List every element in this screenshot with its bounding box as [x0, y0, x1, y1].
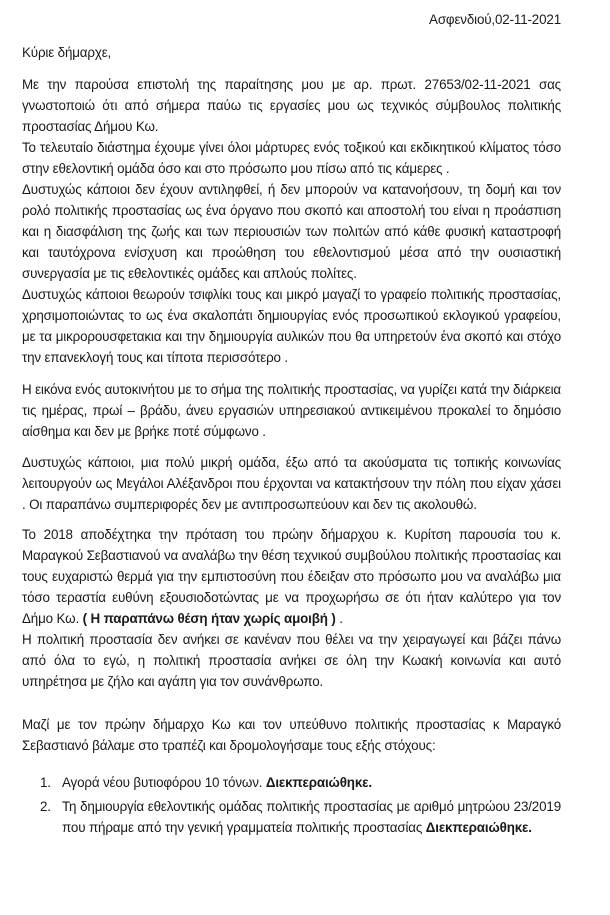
- goals-list: [22, 772, 561, 841]
- goal-text: Τη δημιουργία εθελοντικής ομάδας πολιτικής προστασίας με αριθμό μητρώου 23/2019 που πήραμε από την γενική γραμματεία πολιτικής προστασίας: [62, 799, 561, 835]
- appointment-text: Το 2018 αποδέχτηκα την πρόταση του πρώην δήμαρχου κ. Κυρίτση παρουσία του κ. Μαραγκού Σεβαστιανού να αναλάβω την θέση τεχνικού συμβούλου πολιτικής προστασίας και τους ευχαριστώ θερμά για την εμπιστοσύνη που έδειξαν στο πρόσωπο μου να αναλάβω μια τόσο τεραστία ευθύνη εξουσιοδοτώντας με να προχωρήσω σε ότι ήταν καλύτερο για τον Δήμο Κω.: [22, 527, 562, 626]
- goal-status: Διεκπεραιώθηκε.: [265, 775, 372, 790]
- paragraph-belongs-to-society: Η πολιτική προστασία δεν ανήκει σε κανέναν που θέλει να την χειραγωγεί και βάζει πάνω από όλα το εγώ, η πολιτική προστασία ανήκει σε όλη την Κωακή κοινωνία και αυτό υπηρέτησα με ζήλο και αγάπη για τον συνάνθρωπο.: [22, 632, 561, 689]
- paragraph-vehicle-image: Η εικόνα ενός αυτοκινήτου με το σήμα της πολιτικής προστασίας, να γυρίζει κατά την διάρκεια τις ημέρας, πρωί – βράδυ, άνευ εργασιών υπηρεσιακού αντικειμένου προκαλεί το δημόσιο αίσθημα και δεν με βρήκε ποτέ σύμφωνο .: [22, 382, 561, 439]
- paragraph-small-group: Δυστυχώς κάποιοι, μια πολύ μικρή ομάδα, έξω από τα ακούσματα τις τοπικής κοινωνίας λειτουργούν ως Μεγάλοι Αλέξανδροι που έρχονται να κατακτήσουν την πόλη που είχαν χάσει . Οι παραπάνω συμπεριφορές δεν με αντιπροσωπεύουν και δεν τις ακολουθώ.: [22, 455, 561, 512]
- goal-item: [22, 772, 561, 793]
- goal-number: 2.: [40, 799, 51, 814]
- goal-item: [22, 796, 561, 838]
- goal-text: Αγορά νέου βυτιοφόρου 10 τόνων.: [62, 775, 266, 790]
- paragraph-resignation-notice: Με την παρούσα επιστολή της παραίτησης μου με αρ. πρωτ. 27653/02-11-2021 σας γνωστοποιώ ότι από σήμερα παύω τις εργασίες μου ως τεχνικός σύμβουλος πολιτικής προστασίας Δήμου Κω.: [22, 77, 561, 134]
- paragraph-office-misuse: Δυστυχώς κάποιοι θεωρούν τσιφλίκι τους και μικρό μαγαζί το γραφείο πολιτικής προστασίας, χρησιμοποιώντας το ως ένα σκαλοπάτι δημιουργίας ενός προσωπικού εκλογικού γραφείου, με τα μικρορουσφετακια και την δημιουργία αυλικών που θα υπηρετούν ένα σκοπό και στόχο την επανεκλογή τους και τίποτα περισσότερο .: [22, 287, 561, 365]
- appointment-trailing: .: [335, 611, 343, 626]
- goal-status: Διεκπεραιώθηκε.: [425, 820, 532, 835]
- paragraph-toxic-climate: Το τελευταίο διάστημα έχουμε γίνει όλοι μάρτυρες ενός τοξικού και εκδικητικού κλίματος τόσο στην εθελοντική ομάδα όσο και στο πρόσωπο μου πίσω από τις κάμερες .: [22, 140, 561, 176]
- date-line: Ασφενδιού,02-11-2021: [429, 12, 561, 27]
- unpaid-position-note: ( Η παραπάνω θέση ήταν χωρίς αμοιβή ): [82, 611, 336, 626]
- paragraph-civil-protection-role: Δυστυχώς κάποιοι δεν έχουν αντιληφθεί, ή δεν μπορούν να κατανοήσουν, τη δομή και τον ρολό πολιτικής προστασίας ως ένα όργανο που σκοπό και αποστολή του είναι η προάσπιση και η διασφάλιση της ζωής και των περιουσιών των πολιτών από κάθε φυσική καταστροφή και ταυτόχρονα ενίσχυση και προώθηση του εθελοντισμού μέσα από την ουσιαστική συνεργασία με τις εθελοντικές ομάδες και απλούς πολίτες.: [22, 182, 561, 281]
- salutation: Κύριε δήμαρχε,: [22, 45, 112, 60]
- paragraph-2018-appointment: [22, 524, 561, 629]
- paragraph-goals-intro: Μαζί με τον πρώην δήμαρχο Κω και τον υπεύθυνο πολιτικής προστασίας κ Μαραγκό Σεβαστιανό βάλαμε στο τραπέζι και δρομολογήσαμε τους εξής στόχους:: [22, 717, 561, 753]
- goal-number: 1.: [40, 775, 51, 790]
